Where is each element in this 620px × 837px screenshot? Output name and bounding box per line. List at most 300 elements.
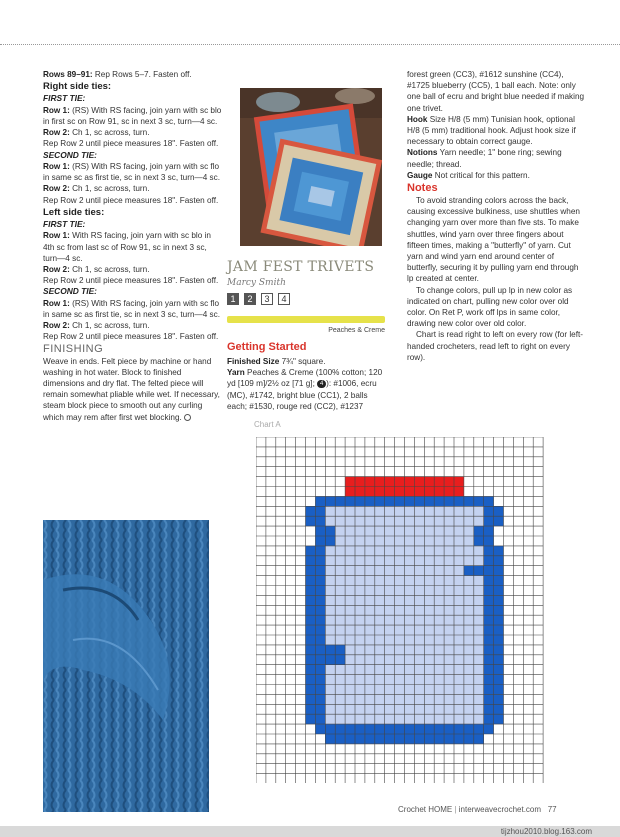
chart-cell (444, 546, 454, 556)
chart-cell (414, 526, 424, 536)
chart-cell (335, 526, 345, 536)
chart-cell (355, 714, 365, 724)
chart-cell (405, 625, 415, 635)
chart-cell (474, 605, 484, 615)
chart-cell (385, 516, 395, 526)
chart-cell (355, 645, 365, 655)
chart-cell (474, 635, 484, 645)
chart-cell (444, 477, 454, 487)
chart-cell (365, 714, 375, 724)
chart-cell (434, 724, 444, 734)
chart-cell (306, 675, 316, 685)
chart-cell (405, 714, 415, 724)
chart-cell (385, 526, 395, 536)
chart-cell (424, 724, 434, 734)
chart-cell (464, 714, 474, 724)
chart-cell (434, 685, 444, 695)
chart-cell (345, 506, 355, 516)
chart-cell (345, 635, 355, 645)
chart-cell (385, 487, 395, 497)
chart-cell (345, 556, 355, 566)
gauge-label: Gauge (407, 170, 433, 180)
chart-cell (385, 694, 395, 704)
chart-cell (395, 566, 405, 576)
chart-cell (335, 635, 345, 645)
chart-cell (405, 704, 415, 714)
chart-cell (355, 615, 365, 625)
chart-cell (454, 635, 464, 645)
chart-cell (325, 645, 335, 655)
yarn-text-2: ): #1006, ecru (MC), #1742, bright blue (CC1), 2 balls each; #1530, rouge red (CC2), #1237 (227, 379, 377, 411)
chart-cell (375, 734, 385, 744)
chart-cell (345, 694, 355, 704)
chart-cell (375, 635, 385, 645)
chart-cell (484, 645, 494, 655)
chart-cell (424, 625, 434, 635)
chart-cell (375, 685, 385, 695)
chart-cell (434, 635, 444, 645)
chart-cell (484, 526, 494, 536)
chart-cell (335, 685, 345, 695)
chart-cell (365, 576, 375, 586)
chart-cell (375, 665, 385, 675)
chart-cell (464, 625, 474, 635)
chart-cell (444, 704, 454, 714)
chart-cell (345, 724, 355, 734)
chart-cell (454, 546, 464, 556)
chart-cell (494, 605, 504, 615)
chart-cell (454, 536, 464, 546)
chart-cell (484, 635, 494, 645)
chart-cell (345, 526, 355, 536)
chart-cell (474, 685, 484, 695)
chart-cell (315, 546, 325, 556)
chart-a-grid (256, 437, 546, 783)
rt2-row2 (43, 183, 223, 194)
row-label: Row 1: (43, 231, 70, 241)
chart-cell (395, 635, 405, 645)
chart-cell (395, 576, 405, 586)
rt2-row1 (43, 161, 223, 183)
chart-cell (395, 625, 405, 635)
chart-cell (474, 536, 484, 546)
chart-cell (355, 675, 365, 685)
chart-cell (345, 645, 355, 655)
chart-cell (424, 516, 434, 526)
chart-cell (414, 645, 424, 655)
chart-cell (335, 734, 345, 744)
chart-cell (444, 714, 454, 724)
lt1-row2 (43, 264, 223, 275)
chart-cell (405, 536, 415, 546)
chart-cell (395, 546, 405, 556)
chart-cell (325, 615, 335, 625)
first-tie-heading: FIRST TIE: (43, 93, 86, 104)
chart-cell (355, 487, 365, 497)
row-label: Row 2: (43, 321, 70, 331)
chart-cell (424, 645, 434, 655)
note-3: Chart is read right to left on every row (for left-handed crocheters, read left to right on every row). (407, 330, 583, 362)
chart-cell (365, 556, 375, 566)
chart-cell (335, 506, 345, 516)
end-spiral-icon (184, 414, 191, 421)
chart-cell (385, 665, 395, 675)
chart-cell (414, 595, 424, 605)
finished-size-label: Finished Size (227, 357, 280, 366)
chart-cell (375, 675, 385, 685)
chart-cell (444, 635, 454, 645)
chart-cell (434, 566, 444, 576)
chart-cell (444, 605, 454, 615)
chart-cell (474, 675, 484, 685)
chart-cell (405, 595, 415, 605)
chart-cell (434, 506, 444, 516)
chart-cell (355, 477, 365, 487)
lt1-row1 (43, 230, 223, 264)
chart-cell (315, 536, 325, 546)
chart-cell (464, 536, 474, 546)
row-text: Ch 1, sc across, turn. (69, 184, 150, 194)
notions-label: Notions (407, 148, 438, 158)
yarn-credit: Peaches & Creme (328, 327, 385, 334)
chart-cell (474, 556, 484, 566)
chart-cell (454, 556, 464, 566)
chart-cell (315, 506, 325, 516)
chart-cell (414, 506, 424, 516)
chart-cell (464, 516, 474, 526)
chart-cell (385, 556, 395, 566)
chart-cell (375, 605, 385, 615)
page-number: 77 (547, 805, 557, 814)
chart-cell (474, 734, 484, 744)
pattern-title: JAM FEST TRIVETS (227, 259, 375, 275)
chart-cell (375, 496, 385, 506)
chart-cell (365, 655, 375, 665)
chart-cell (385, 734, 395, 744)
chart-cell (405, 605, 415, 615)
chart-cell (365, 704, 375, 714)
gauge-info (407, 170, 587, 181)
gauge-text: Not critical for this pattern. (432, 170, 530, 180)
chart-cell (494, 685, 504, 695)
chart-cell (355, 704, 365, 714)
chart-cell (385, 586, 395, 596)
chart-cell (405, 724, 415, 734)
chart-cell (424, 546, 434, 556)
chart-cell (355, 605, 365, 615)
chart-cell (385, 506, 395, 516)
chart-cell (325, 546, 335, 556)
chart-cell (395, 675, 405, 685)
chart-cell (325, 665, 335, 675)
chart-cell (405, 566, 415, 576)
right-side-ties-heading: Right side ties: (43, 81, 112, 93)
chart-cell (474, 496, 484, 506)
chart-cell (385, 685, 395, 695)
second-tie-heading-2: SECOND TIE: (43, 286, 97, 297)
chart-cell (424, 566, 434, 576)
row-text: Ch 1, sc across, turn. (69, 128, 150, 138)
chart-cell (335, 704, 345, 714)
chart-cell (444, 496, 454, 506)
chart-cell (335, 665, 345, 675)
chart-cell (395, 586, 405, 596)
chart-cell (474, 625, 484, 635)
chart-cell (345, 477, 355, 487)
chart-cell (464, 655, 474, 665)
chart-cell (385, 635, 395, 645)
chart-cell (325, 566, 335, 576)
chart-cell (306, 685, 316, 695)
chart-cell (464, 566, 474, 576)
chart-cell (484, 665, 494, 675)
chart-cell (365, 586, 375, 596)
row-text: With RS facing, join yarn with sc blo in 4th sc from last sc of Row 91, sc in next 3 sc, turn—4 sc. (43, 231, 211, 263)
chart-cell (335, 724, 345, 734)
chart-cell (494, 586, 504, 596)
chart-cell (454, 625, 464, 635)
chart-cell (464, 605, 474, 615)
chart-cell (375, 506, 385, 516)
chart-label: Chart A (254, 420, 281, 429)
chart-cell (365, 516, 375, 526)
chart-cell (444, 595, 454, 605)
chart-cell (375, 645, 385, 655)
chart-cell (325, 506, 335, 516)
chart-cell (355, 526, 365, 536)
chart-cell (454, 487, 464, 497)
chart-cell (315, 496, 325, 506)
yarn-label: Yarn (227, 368, 245, 378)
chart-cell (365, 724, 375, 734)
chart-cell (434, 615, 444, 625)
chart-cell (365, 496, 375, 506)
chart-cell (444, 665, 454, 675)
chart-cell (395, 595, 405, 605)
chart-cell (474, 526, 484, 536)
rows-label: Rows 89–91: (43, 70, 93, 79)
chart-cell (484, 605, 494, 615)
chart-cell (315, 704, 325, 714)
chart-cell (375, 576, 385, 586)
yarn-info (227, 367, 389, 412)
chart-cell (474, 694, 484, 704)
chart-cell (335, 615, 345, 625)
row-label: Row 1: (43, 298, 70, 308)
chart-cell (484, 576, 494, 586)
chart-cell (345, 605, 355, 615)
chart-cell (434, 496, 444, 506)
chart-cell (345, 595, 355, 605)
chart-cell (335, 714, 345, 724)
chart-cell (335, 566, 345, 576)
chart-cell (434, 586, 444, 596)
chart-cell (395, 724, 405, 734)
chart-cell (306, 645, 316, 655)
chart-cell (325, 595, 335, 605)
chart-cell (355, 516, 365, 526)
chart-cell (484, 566, 494, 576)
chart-cell (335, 605, 345, 615)
chart-cell (335, 516, 345, 526)
chart-cell (474, 615, 484, 625)
felted-texture-photo (43, 520, 209, 812)
chart-cell (494, 546, 504, 556)
chart-cell (325, 526, 335, 536)
chart-cell (306, 516, 316, 526)
chart-cell (484, 694, 494, 704)
rt1-row1 (43, 105, 223, 127)
skill-level-indicator (227, 293, 387, 305)
chart-cell (375, 477, 385, 487)
chart-cell (325, 724, 335, 734)
chart-cell (414, 625, 424, 635)
chart-cell (306, 615, 316, 625)
chart-cell (424, 477, 434, 487)
chart-cell (474, 586, 484, 596)
finishing-body: Weave in ends. Felt piece by machine or hand washing in hot water. Block to finished dimensions and dry flat. The felted piece will remain somewhat pliable while wet. If necessary, steam block piece to smooth out any curling which may rem after first wet blocking. (43, 356, 220, 422)
row-label: Row 2: (43, 128, 70, 138)
chart-cell (464, 546, 474, 556)
chart-cell (355, 685, 365, 695)
chart-cell (454, 615, 464, 625)
top-dotted-rule (0, 44, 620, 45)
chart-cell (365, 734, 375, 744)
chart-cell (454, 576, 464, 586)
row-label: Row 1: (43, 105, 70, 115)
chart-cell (484, 704, 494, 714)
chart-cell (315, 694, 325, 704)
chart-cell (315, 576, 325, 586)
chart-cell (306, 576, 316, 586)
chart-cell (464, 635, 474, 645)
chart-cell (414, 724, 424, 734)
chart-cell (395, 496, 405, 506)
chart-cell (385, 576, 395, 586)
chart-cell (355, 496, 365, 506)
chart-cell (395, 516, 405, 526)
chart-cell (484, 675, 494, 685)
chart-cell (414, 586, 424, 596)
chart-cell (405, 675, 415, 685)
chart-cell (395, 605, 405, 615)
chart-cell (395, 526, 405, 536)
chart-cell (345, 566, 355, 576)
left-side-ties-heading: Left side ties: (43, 206, 105, 218)
chart-cell (355, 556, 365, 566)
chart-cell (306, 655, 316, 665)
chart-cell (355, 655, 365, 665)
chart-cell (365, 645, 375, 655)
chart-cell (306, 635, 316, 645)
chart-cell (405, 556, 415, 566)
chart-cell (325, 516, 335, 526)
trivet-photo-illustration (240, 88, 382, 246)
rows-text: Rep Rows 5–7. Fasten off. (92, 70, 192, 79)
chart-cell (335, 675, 345, 685)
chart-cell (306, 605, 316, 615)
chart-cell (494, 704, 504, 714)
hook-info (407, 114, 587, 148)
chart-cell (306, 714, 316, 724)
lt1-repeat: Rep Row 2 until piece measures 18". Fasten off. (43, 276, 219, 286)
chart-cell (405, 734, 415, 744)
chart-cell (444, 645, 454, 655)
chart-cell (395, 645, 405, 655)
chart-cell (454, 675, 464, 685)
footer-site: interweavecrochet.com (458, 805, 542, 814)
chart-cell (375, 625, 385, 635)
right-column (407, 69, 587, 363)
chart-cell (335, 586, 345, 596)
chart-cell (464, 704, 474, 714)
left-column (43, 69, 223, 423)
chart-cell (414, 734, 424, 744)
chart-cell (345, 734, 355, 744)
chart-cell (335, 595, 345, 605)
chart-cell (405, 635, 415, 645)
chart-cell (345, 576, 355, 586)
chart-cell (335, 496, 345, 506)
chart-cell (484, 724, 494, 734)
chart-cell (365, 625, 375, 635)
chart-cell (424, 685, 434, 695)
chart-cell (474, 704, 484, 714)
notions-text: Yarn needle; 1" bone ring; sewing needle; thread. (407, 148, 562, 169)
footer-brand: Crochet HOME (398, 805, 453, 814)
chart-cell (464, 506, 474, 516)
chart-cell (434, 526, 444, 536)
chart-cell (325, 586, 335, 596)
chart-cell (355, 546, 365, 556)
chart-cell (375, 556, 385, 566)
chart-cell (385, 496, 395, 506)
chart-cell (454, 734, 464, 744)
chart-cell (414, 487, 424, 497)
chart-cell (434, 516, 444, 526)
chart-cell (315, 724, 325, 734)
chart-cell (315, 685, 325, 695)
chart-cell (464, 694, 474, 704)
chart-cell (405, 487, 415, 497)
chart-cell (306, 556, 316, 566)
chart-cell (375, 704, 385, 714)
chart-cell (375, 546, 385, 556)
chart-cell (464, 595, 474, 605)
chart-cell (444, 734, 454, 744)
chart-cell (395, 704, 405, 714)
chart-cell (484, 714, 494, 724)
chart-cell (414, 536, 424, 546)
chart-cell (325, 675, 335, 685)
chart-cell (494, 516, 504, 526)
skill-level-1: 1 (227, 293, 239, 305)
chart-cell (414, 556, 424, 566)
chart-cell (365, 615, 375, 625)
chart-cell (315, 556, 325, 566)
chart-cell (494, 645, 504, 655)
chart-cell (385, 595, 395, 605)
getting-started-section (227, 340, 389, 412)
chart-cell (434, 595, 444, 605)
chart-cell (474, 655, 484, 665)
chart-cell (454, 586, 464, 596)
chart-cell (385, 655, 395, 665)
chart-cell (424, 605, 434, 615)
chart-cell (414, 714, 424, 724)
chart-cell (414, 516, 424, 526)
chart-cell (474, 576, 484, 586)
